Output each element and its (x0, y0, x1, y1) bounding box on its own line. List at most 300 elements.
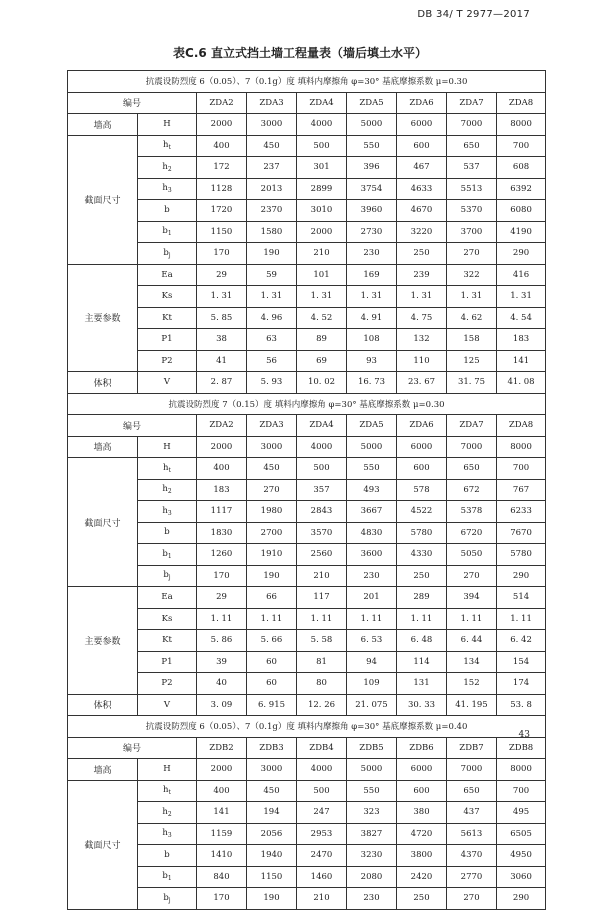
value-cell: 170 (197, 888, 247, 910)
value-cell: 500 (297, 135, 347, 157)
table-row (68, 350, 546, 372)
section-caption-row (68, 716, 546, 738)
value-cell: 7000 (447, 759, 497, 781)
value-cell: 2000 (197, 436, 247, 458)
code-label: 编号 (68, 737, 197, 759)
value-cell: 2770 (447, 866, 497, 888)
value-cell: 2953 (297, 823, 347, 845)
table-row (68, 565, 546, 587)
param-cell: P2 (138, 673, 197, 695)
section-size-label: 截面尺寸 (68, 458, 138, 587)
param-cell (138, 221, 197, 243)
value-cell: 29 (197, 264, 247, 286)
param-cell: Ea (138, 587, 197, 609)
value-cell: 3754 (347, 178, 397, 200)
value-cell: 41. 195 (447, 694, 497, 716)
param-symbol: h (163, 785, 169, 796)
table-row (68, 243, 546, 265)
param-cell: Kt (138, 630, 197, 652)
value-cell: 114 (397, 651, 447, 673)
value-cell: 80 (297, 673, 347, 695)
value-cell: 4. 52 (297, 307, 347, 329)
height-row (68, 436, 546, 458)
value-cell: 2080 (347, 866, 397, 888)
value-cell: ZDB4 (297, 737, 347, 759)
table-row (68, 178, 546, 200)
value-cell: 289 (397, 587, 447, 609)
value-cell: 8000 (497, 114, 546, 136)
param-symbol: h (162, 505, 168, 516)
value-cell: 6720 (447, 522, 497, 544)
value-cell: 4000 (297, 114, 347, 136)
value-cell: 6000 (397, 436, 447, 458)
value-cell: 450 (247, 780, 297, 802)
value-cell: 3827 (347, 823, 397, 845)
table-row (68, 458, 546, 480)
param-cell (138, 888, 197, 910)
param-cell: H (138, 114, 197, 136)
param-symbol: b (164, 527, 170, 538)
section-size-label: 截面尺寸 (68, 135, 138, 264)
value-cell: 1830 (197, 522, 247, 544)
value-cell: 183 (197, 479, 247, 501)
value-cell: 39 (197, 651, 247, 673)
value-cell: 5. 93 (247, 372, 297, 394)
value-cell: 230 (347, 243, 397, 265)
table-row (68, 651, 546, 673)
param-cell (138, 802, 197, 824)
value-cell: 323 (347, 802, 397, 824)
value-cell: 3800 (397, 845, 447, 867)
param-symbol: h (162, 183, 168, 194)
value-cell: 10. 02 (297, 372, 347, 394)
value-cell: 31. 75 (447, 372, 497, 394)
value-cell: 1. 11 (297, 608, 347, 630)
table-row (68, 221, 546, 243)
value-cell: 8000 (497, 436, 546, 458)
param-symbol: h (162, 484, 168, 495)
value-cell: 250 (397, 888, 447, 910)
value-cell: 1910 (247, 544, 297, 566)
value-cell: ZDA3 (247, 92, 297, 114)
value-cell: 4670 (397, 200, 447, 222)
value-cell: 69 (297, 350, 347, 372)
value-cell: 6505 (497, 823, 546, 845)
table-row (68, 587, 546, 609)
value-cell: 5. 86 (197, 630, 247, 652)
param-subscript: 3 (167, 509, 172, 517)
value-cell: 322 (447, 264, 497, 286)
code-label: 编号 (68, 92, 197, 114)
value-cell: 3000 (247, 759, 297, 781)
volume-row (68, 372, 546, 394)
value-cell: 1. 11 (197, 608, 247, 630)
value-cell: ZDB2 (197, 737, 247, 759)
param-cell (138, 243, 197, 265)
value-cell: 270 (447, 565, 497, 587)
table-row (68, 286, 546, 308)
value-cell: 2560 (297, 544, 347, 566)
value-cell: 1410 (197, 845, 247, 867)
section-caption: 抗震设防烈度 7（0.15）度 填料内摩擦角 φ=30° 基底摩擦系数 μ=0.30 (68, 393, 546, 415)
value-cell: 450 (247, 458, 297, 480)
param-subscript: t (168, 144, 171, 152)
param-cell (138, 780, 197, 802)
value-cell: 5378 (447, 501, 497, 523)
param-cell (138, 200, 197, 222)
param-symbol: b (163, 892, 169, 903)
value-cell: 467 (397, 157, 447, 179)
value-cell: 5613 (447, 823, 497, 845)
value-cell: ZDA6 (397, 92, 447, 114)
value-cell: 840 (197, 866, 247, 888)
param-cell (138, 544, 197, 566)
value-cell: 3667 (347, 501, 397, 523)
value-cell: 450 (247, 135, 297, 157)
value-cell: 38 (197, 329, 247, 351)
param-cell (138, 157, 197, 179)
value-cell: ZDA5 (347, 415, 397, 437)
param-symbol: b (163, 570, 169, 581)
value-cell: ZDA2 (197, 92, 247, 114)
param-cell (138, 178, 197, 200)
value-cell: ZDA2 (197, 415, 247, 437)
value-cell: 194 (247, 802, 297, 824)
value-cell: 3570 (297, 522, 347, 544)
value-cell: 270 (247, 479, 297, 501)
value-cell: 4370 (447, 845, 497, 867)
value-cell: 2000 (197, 759, 247, 781)
value-cell: 700 (497, 780, 546, 802)
value-cell: 250 (397, 243, 447, 265)
value-cell: 6. 53 (347, 630, 397, 652)
value-cell: 1260 (197, 544, 247, 566)
table-row (68, 307, 546, 329)
height-label: 墙高 (68, 759, 138, 781)
param-subscript: 2 (167, 165, 172, 173)
value-cell: 4522 (397, 501, 447, 523)
value-cell: 1720 (197, 200, 247, 222)
value-cell: 6000 (397, 759, 447, 781)
value-cell: 270 (447, 888, 497, 910)
param-symbol: b (164, 204, 170, 215)
value-cell: 6392 (497, 178, 546, 200)
value-cell: 3000 (247, 114, 297, 136)
param-cell (138, 479, 197, 501)
value-cell: 41. 08 (497, 372, 546, 394)
value-cell: 29 (197, 587, 247, 609)
value-cell: 5000 (347, 759, 397, 781)
value-cell: 4. 62 (447, 307, 497, 329)
value-cell: 4720 (397, 823, 447, 845)
table-row (68, 673, 546, 695)
value-cell: 4830 (347, 522, 397, 544)
value-cell: 1460 (297, 866, 347, 888)
value-cell: 3010 (297, 200, 347, 222)
param-subscript: 1 (167, 875, 172, 883)
value-cell: 767 (497, 479, 546, 501)
value-cell: 6. 48 (397, 630, 447, 652)
value-cell: 1150 (247, 866, 297, 888)
value-cell: 550 (347, 135, 397, 157)
height-row (68, 759, 546, 781)
value-cell: 4633 (397, 178, 447, 200)
value-cell: 357 (297, 479, 347, 501)
param-subscript: 1 (167, 552, 172, 560)
table-row (68, 522, 546, 544)
value-cell: 41 (197, 350, 247, 372)
value-cell: 1. 11 (347, 608, 397, 630)
value-cell: 400 (197, 135, 247, 157)
value-cell: 250 (397, 565, 447, 587)
value-cell: 230 (347, 888, 397, 910)
value-cell: 210 (297, 565, 347, 587)
value-cell: 6. 42 (497, 630, 546, 652)
value-cell: 380 (397, 802, 447, 824)
value-cell: 270 (447, 243, 497, 265)
value-cell: 1. 31 (347, 286, 397, 308)
value-cell: 1980 (247, 501, 297, 523)
value-cell: 2730 (347, 221, 397, 243)
value-cell: 3700 (447, 221, 497, 243)
value-cell: 110 (397, 350, 447, 372)
code-row (68, 415, 546, 437)
value-cell: 7000 (447, 436, 497, 458)
value-cell: 1580 (247, 221, 297, 243)
value-cell: 210 (297, 888, 347, 910)
value-cell: 600 (397, 780, 447, 802)
value-cell: 2056 (247, 823, 297, 845)
param-cell (138, 866, 197, 888)
value-cell: 301 (297, 157, 347, 179)
param-cell (138, 845, 197, 867)
value-cell: 1. 11 (397, 608, 447, 630)
table-row (68, 135, 546, 157)
value-cell: 1117 (197, 501, 247, 523)
section-size-label: 截面尺寸 (68, 780, 138, 909)
param-symbol: b (163, 247, 169, 258)
value-cell: 2013 (247, 178, 297, 200)
value-cell: 3230 (347, 845, 397, 867)
value-cell: 1. 31 (297, 286, 347, 308)
volume-row (68, 694, 546, 716)
value-cell: 700 (497, 458, 546, 480)
value-cell: 154 (497, 651, 546, 673)
value-cell: 2. 87 (197, 372, 247, 394)
value-cell: 4950 (497, 845, 546, 867)
value-cell: 239 (397, 264, 447, 286)
value-cell: 63 (247, 329, 297, 351)
value-cell: ZDB3 (247, 737, 297, 759)
value-cell: 141 (197, 802, 247, 824)
value-cell: 700 (497, 135, 546, 157)
param-subscript: 1 (167, 230, 172, 238)
value-cell: 400 (197, 458, 247, 480)
table-row (68, 866, 546, 888)
value-cell: 210 (297, 243, 347, 265)
value-cell: 2899 (297, 178, 347, 200)
param-symbol: b (164, 849, 170, 860)
param-symbol: h (162, 828, 168, 839)
table-row (68, 630, 546, 652)
param-symbol: b (162, 871, 168, 882)
value-cell: 290 (497, 565, 546, 587)
param-cell: Ea (138, 264, 197, 286)
value-cell: 500 (297, 780, 347, 802)
value-cell: 60 (247, 673, 297, 695)
value-cell: 500 (297, 458, 347, 480)
value-cell: 550 (347, 458, 397, 480)
param-subscript: 3 (167, 832, 172, 840)
value-cell: 1. 11 (247, 608, 297, 630)
code-label: 编号 (68, 415, 197, 437)
value-cell: 101 (297, 264, 347, 286)
value-cell: 23. 67 (397, 372, 447, 394)
param-cell: V (138, 372, 197, 394)
value-cell: 12. 26 (297, 694, 347, 716)
value-cell: 3220 (397, 221, 447, 243)
value-cell: ZDB5 (347, 737, 397, 759)
param-subscript: 3 (167, 187, 172, 195)
value-cell: 1150 (197, 221, 247, 243)
value-cell: 1940 (247, 845, 297, 867)
height-row (68, 114, 546, 136)
value-cell: 537 (447, 157, 497, 179)
value-cell: ZDA8 (497, 415, 546, 437)
value-cell: 134 (447, 651, 497, 673)
value-cell: 5780 (397, 522, 447, 544)
param-subscript: t (168, 789, 171, 797)
value-cell: 56 (247, 350, 297, 372)
value-cell: 5370 (447, 200, 497, 222)
value-cell: 247 (297, 802, 347, 824)
value-cell: 132 (397, 329, 447, 351)
value-cell: 152 (447, 673, 497, 695)
standard-number: DB 34/ T 2977—2017 (417, 9, 530, 20)
value-cell: 6080 (497, 200, 546, 222)
height-label: 墙高 (68, 436, 138, 458)
value-cell: 493 (347, 479, 397, 501)
value-cell: 400 (197, 780, 247, 802)
value-cell: 230 (347, 565, 397, 587)
value-cell: 59 (247, 264, 297, 286)
value-cell: 6000 (397, 114, 447, 136)
value-cell: ZDA4 (297, 92, 347, 114)
value-cell: 66 (247, 587, 297, 609)
param-cell (138, 522, 197, 544)
param-cell: P2 (138, 350, 197, 372)
value-cell: 2420 (397, 866, 447, 888)
value-cell: 600 (397, 458, 447, 480)
value-cell: 94 (347, 651, 397, 673)
table-row (68, 802, 546, 824)
table-row (68, 479, 546, 501)
value-cell: 108 (347, 329, 397, 351)
value-cell: 3. 09 (197, 694, 247, 716)
value-cell: ZDA6 (397, 415, 447, 437)
value-cell: 30. 33 (397, 694, 447, 716)
value-cell: 5. 66 (247, 630, 297, 652)
value-cell: 650 (447, 780, 497, 802)
param-cell: Ks (138, 608, 197, 630)
value-cell: 190 (247, 243, 297, 265)
height-label: 墙高 (68, 114, 138, 136)
value-cell: 5050 (447, 544, 497, 566)
value-cell: ZDA8 (497, 92, 546, 114)
value-cell: 5000 (347, 436, 397, 458)
value-cell: 8000 (497, 759, 546, 781)
value-cell: 190 (247, 888, 297, 910)
page-number: 43 (518, 730, 530, 740)
value-cell: 5513 (447, 178, 497, 200)
table-row (68, 157, 546, 179)
value-cell: 1. 31 (397, 286, 447, 308)
value-cell: ZDB7 (447, 737, 497, 759)
value-cell: 16. 73 (347, 372, 397, 394)
value-cell: 141 (497, 350, 546, 372)
value-cell: 7000 (447, 114, 497, 136)
value-cell: ZDA7 (447, 92, 497, 114)
value-cell: 125 (447, 350, 497, 372)
param-symbol: h (162, 806, 168, 817)
main-params-label: 主要参数 (68, 587, 138, 695)
value-cell: 5. 58 (297, 630, 347, 652)
value-cell: 170 (197, 565, 247, 587)
value-cell: 170 (197, 243, 247, 265)
value-cell: 550 (347, 780, 397, 802)
value-cell: 1128 (197, 178, 247, 200)
param-subscript: t (168, 466, 171, 474)
section-caption-row (68, 393, 546, 415)
value-cell: 1. 31 (497, 286, 546, 308)
value-cell: 109 (347, 673, 397, 695)
value-cell: 6. 915 (247, 694, 297, 716)
table-row (68, 200, 546, 222)
value-cell: 2370 (247, 200, 297, 222)
volume-label: 体积 (68, 372, 138, 394)
value-cell: 2000 (297, 221, 347, 243)
value-cell: 650 (447, 458, 497, 480)
value-cell: 3060 (497, 866, 546, 888)
value-cell: ZDA5 (347, 92, 397, 114)
value-cell: 578 (397, 479, 447, 501)
value-cell: 93 (347, 350, 397, 372)
param-cell: V (138, 694, 197, 716)
table-row (68, 501, 546, 523)
value-cell: 1. 11 (447, 608, 497, 630)
section-caption: 抗震设防烈度 6（0.05）、7（0.1g）度 填料内摩擦角 φ=30° 基底摩擦系数 μ=0.40 (68, 716, 546, 738)
value-cell: 117 (297, 587, 347, 609)
value-cell: 1. 31 (197, 286, 247, 308)
value-cell: 237 (247, 157, 297, 179)
value-cell: 201 (347, 587, 397, 609)
quantity-table (67, 70, 546, 910)
value-cell: 3000 (247, 436, 297, 458)
table-row (68, 329, 546, 351)
value-cell: 4000 (297, 759, 347, 781)
value-cell: 396 (347, 157, 397, 179)
param-subscript: j (168, 251, 171, 259)
value-cell: 174 (497, 673, 546, 695)
value-cell: 2700 (247, 522, 297, 544)
value-cell: 394 (447, 587, 497, 609)
value-cell: 3600 (347, 544, 397, 566)
value-cell: 4330 (397, 544, 447, 566)
param-cell: Ks (138, 286, 197, 308)
param-symbol: b (162, 548, 168, 559)
value-cell: ZDB8 (497, 737, 546, 759)
param-symbol: b (162, 226, 168, 237)
